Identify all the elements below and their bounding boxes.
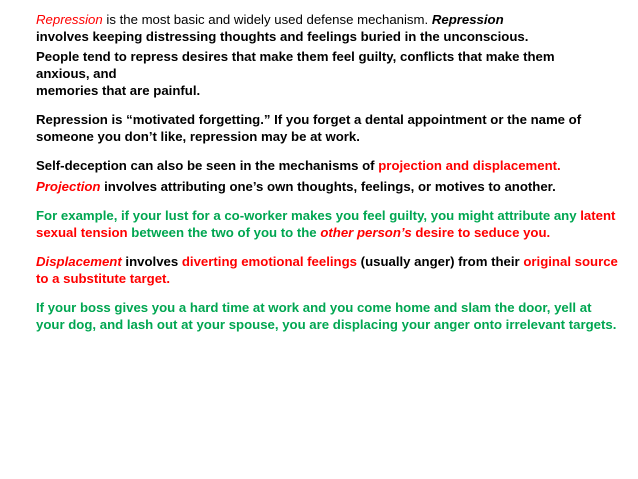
- text-repression-intro: is the most basic and widely used defense mechanism.: [102, 12, 432, 27]
- term-repression-bold: Repression: [431, 12, 504, 27]
- text-displacement-2: (usually anger) from their: [357, 254, 524, 269]
- text-repress-line-2: anxious, and: [36, 66, 117, 81]
- paragraph-projection: [36, 178, 618, 195]
- highlight-latent-tension: latent sexual tension: [36, 208, 616, 240]
- text-displacement-example: If your boss gives you a hard time at work and you come home and slam the door, yell at your dog, and lash out at your spouse, you are displacing your anger onto irrelevant targets.: [36, 300, 617, 332]
- term-projection: Projection: [36, 179, 101, 194]
- text-example-part-3: between the two of you to the: [127, 225, 321, 240]
- paragraph-self-deception: [36, 157, 618, 174]
- text-repress-line-3: memories that are painful.: [36, 83, 201, 98]
- term-repression: Repression: [36, 12, 103, 27]
- paragraph-displacement: [36, 253, 618, 287]
- text-projection-definition: involves attributing one’s own thoughts, feelings, or motives to another.: [100, 179, 556, 194]
- text-self-deception: Self-deception can also be seen in the mechanisms of: [36, 158, 379, 173]
- paragraph-repression-definition: [36, 11, 618, 45]
- paragraph-repress-desires: [36, 48, 618, 99]
- text-example-part-5: desire to seduce you.: [411, 225, 551, 240]
- highlight-projection-displacement: projection and displacement.: [378, 158, 561, 173]
- term-displacement: Displacement: [36, 254, 122, 269]
- text-repression-definition: involves keeping distressing thoughts and feelings buried in the unconscious.: [36, 29, 529, 44]
- paragraph-projection-example: [36, 207, 618, 241]
- text-motivated-forgetting: Repression is “motivated forgetting.” If you forget a dental appointment or the name of someone you don’t like, repression may be at work.: [36, 112, 582, 144]
- paragraph-motivated-forgetting: [36, 111, 618, 145]
- paragraph-displacement-example: [36, 299, 618, 333]
- text-example-part-1: For example, if your lust for a co-worker makes you feel guilty, you might attribute any: [36, 208, 581, 223]
- highlight-diverting-feelings: diverting emotional feelings: [181, 254, 358, 269]
- highlight-original-source: original source to a substitute target.: [36, 254, 618, 286]
- text-displacement-1: involves: [121, 254, 182, 269]
- text-repress-line-1: People tend to repress desires that make them feel guilty, conflicts that make them: [36, 49, 555, 64]
- highlight-other-person: other person’s: [320, 225, 412, 240]
